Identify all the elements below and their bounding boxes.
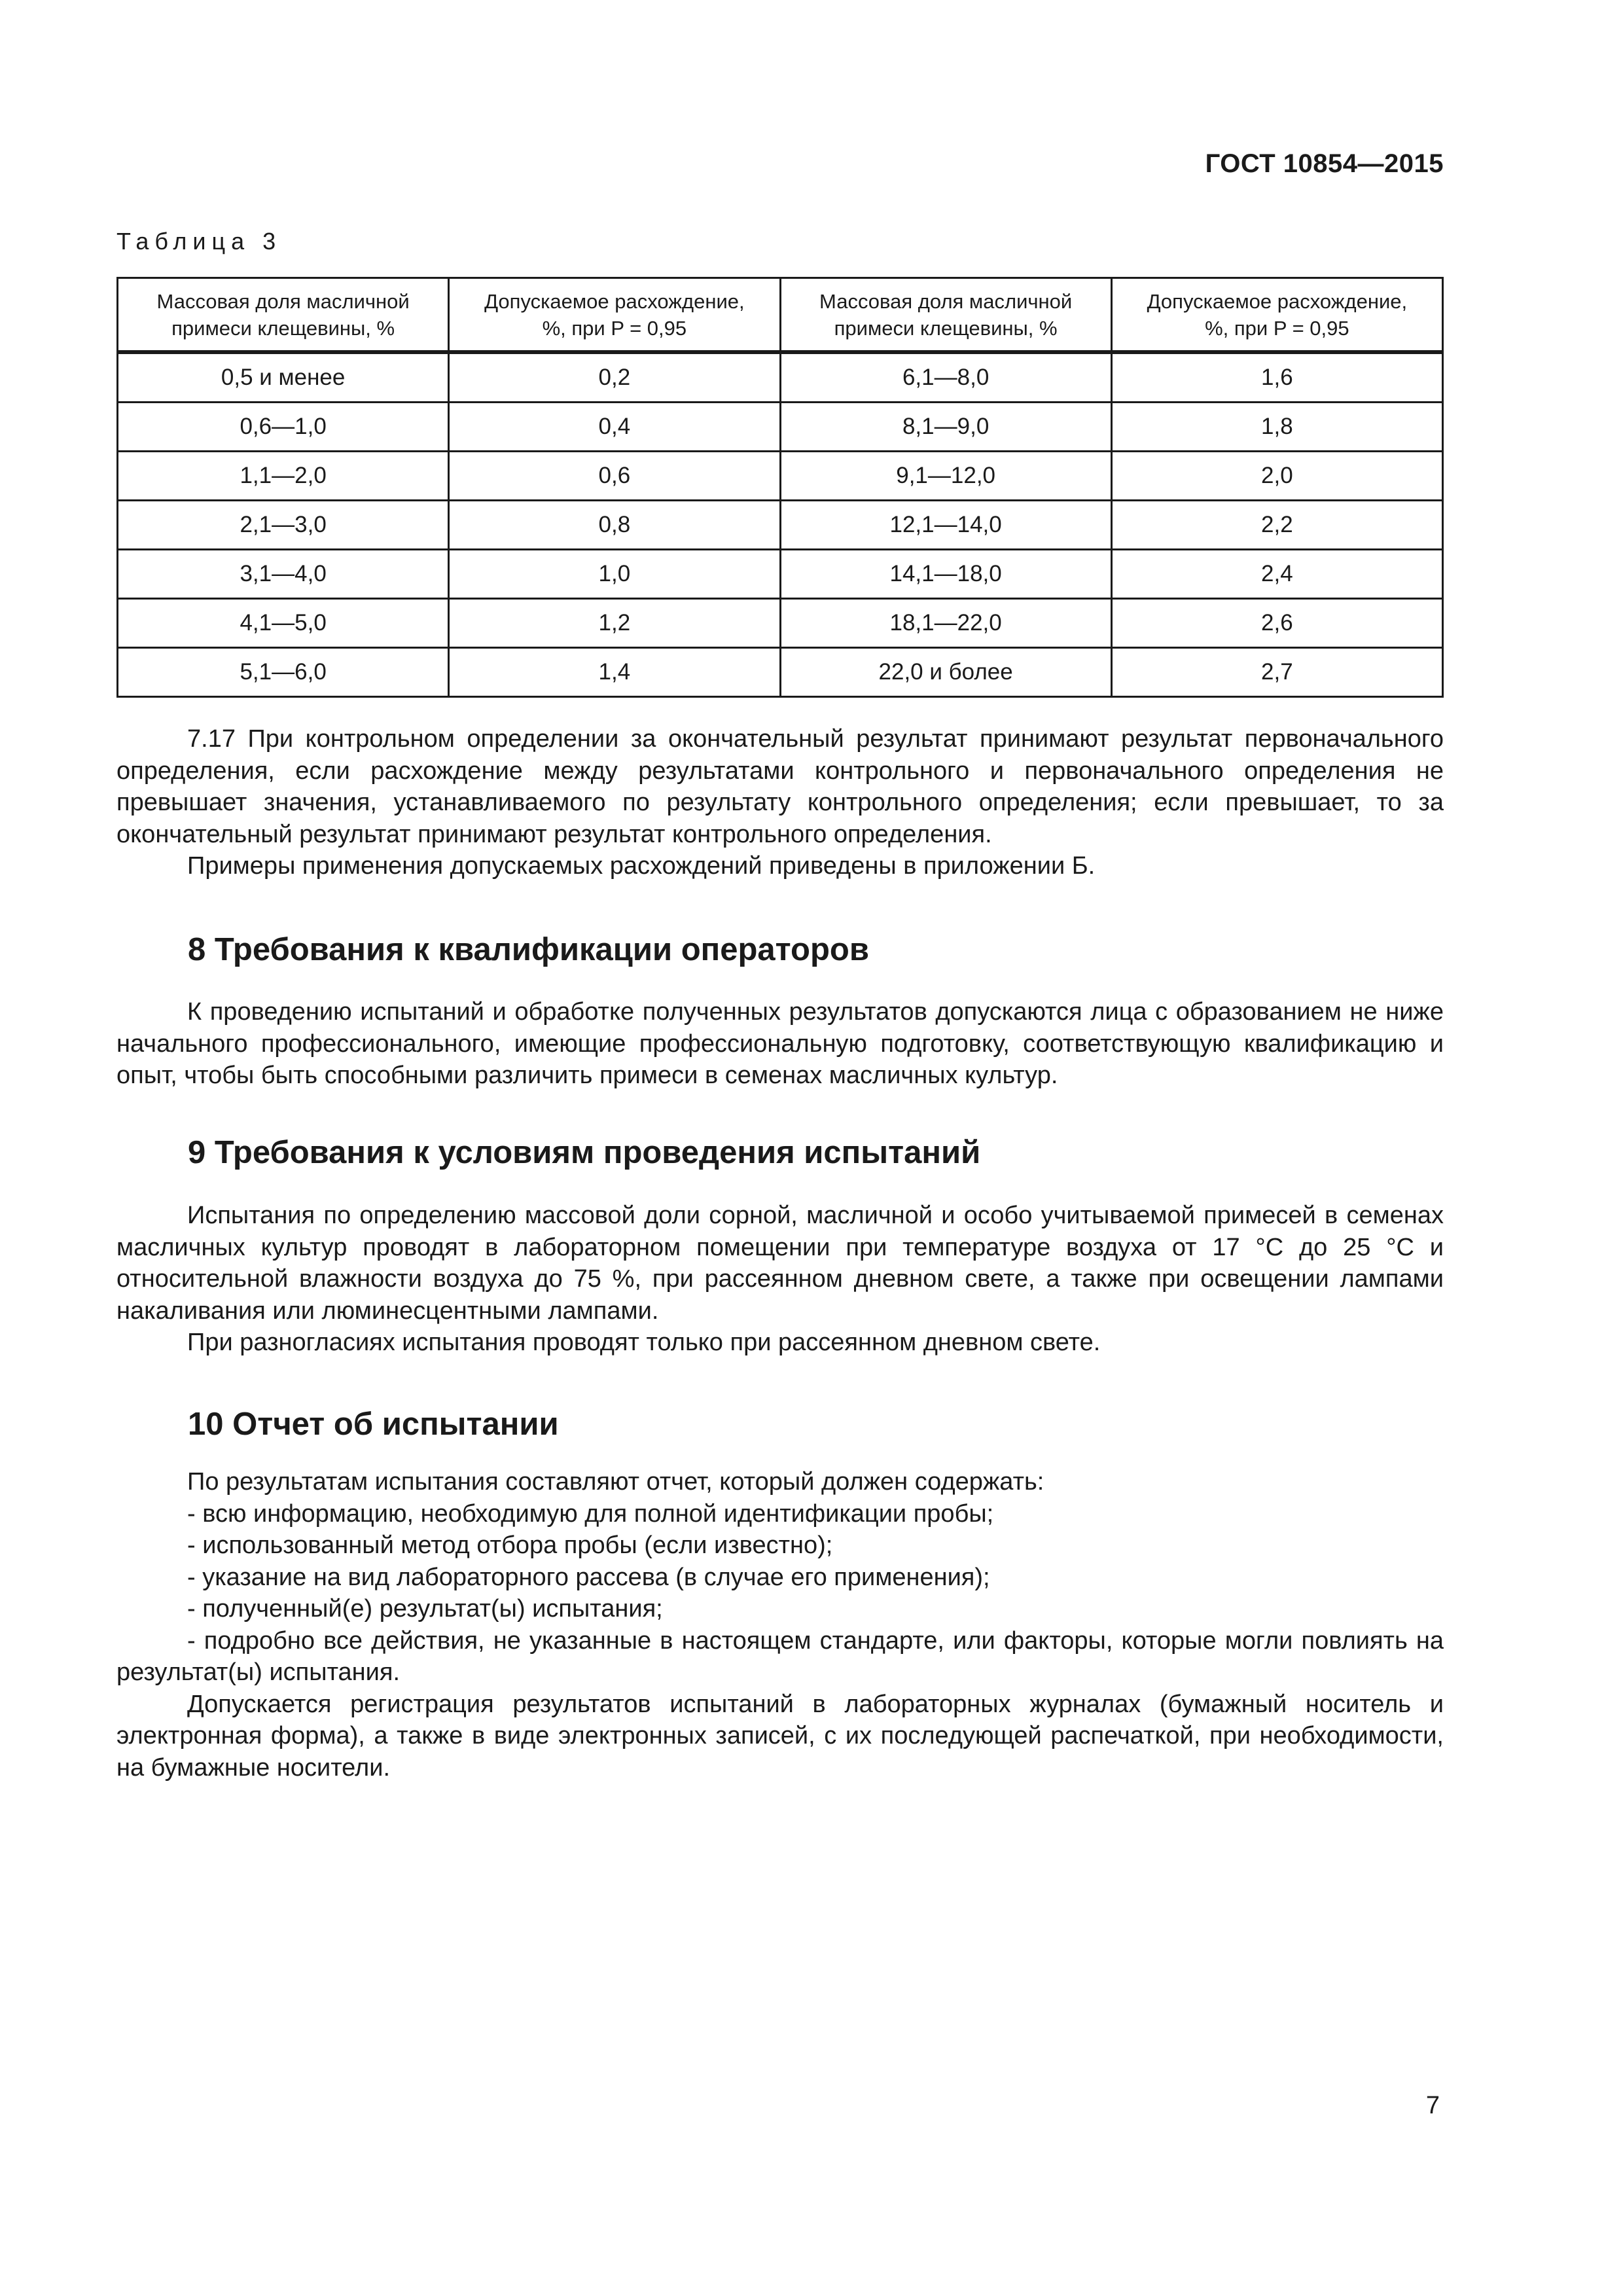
column-header — [449, 278, 780, 353]
section-paragraph: При разногласиях испытания проводят только при рассеянном дневном свете. — [187, 1329, 1101, 1356]
table-cell: 0,4 — [449, 403, 780, 452]
table-row — [118, 599, 1443, 648]
document-code: ГОСТ 10854—2015 — [1205, 149, 1444, 178]
table-row — [118, 452, 1443, 501]
table-caption: Таблица 3 — [116, 228, 282, 255]
section-paragraph: К проведению испытаний и обработке полученных результатов допускаются лица с образованием не ниже начального профессионального, имеющие профессиональную подготовку, соответствующую квалификацию и опыт, чтобы быть способными различить примеси в семенах масличных культур. — [116, 998, 1444, 1089]
column-header-line: Массовая доля масличной — [819, 289, 1073, 313]
tolerance-table — [116, 277, 1444, 698]
table-cell: 2,0 — [1111, 452, 1442, 501]
table-cell: 14,1—18,0 — [780, 550, 1111, 599]
column-header-line: примеси клещевины, % — [171, 316, 395, 340]
list-item: - всю информацию, необходимую для полной идентификации пробы; — [187, 1499, 994, 1528]
table-cell: 12,1—14,0 — [780, 501, 1111, 550]
column-header — [118, 278, 449, 353]
table-cell: 0,6—1,0 — [118, 403, 449, 452]
table-cell: 2,4 — [1111, 550, 1442, 599]
table-cell: 18,1—22,0 — [780, 599, 1111, 648]
table-cell: 22,0 и более — [780, 648, 1111, 697]
table-cell: 2,2 — [1111, 501, 1442, 550]
column-header-line: Массовая доля масличной — [156, 289, 410, 313]
section-8-body — [116, 996, 1444, 1092]
clause-7-17 — [116, 723, 1444, 882]
list-item: - указание на вид лабораторного рассева (в случае его применения); — [187, 1563, 990, 1591]
column-header — [1111, 278, 1442, 353]
column-header-line: примеси клещевины, % — [834, 316, 1058, 340]
table-cell: 0,8 — [449, 501, 780, 550]
table-cell: 1,4 — [449, 648, 780, 697]
table-cell: 0,2 — [449, 352, 780, 403]
list-item: - полученный(е) результат(ы) испытания; — [187, 1595, 663, 1623]
section-paragraph: Испытания по определению массовой доли сорной, масличной и особо учитываемой примесей в семенах масличных культур проводят в лабораторном помещении при температуре воздуха от 17 °С до 25 °С и относительной влажности воздуха до 75 %, при рассеянном дневном свете, а также при освещении лампами накаливания или люминесцентными лампами. — [116, 1202, 1444, 1325]
section-9-body — [116, 1200, 1444, 1359]
table-cell: 1,6 — [1111, 352, 1442, 403]
page-number: 7 — [1425, 2092, 1440, 2119]
column-header-line: Допускаемое расхождение, — [484, 289, 745, 313]
examples-reference: Примеры применения допускаемых расхождений приведены в приложении Б. — [187, 852, 1096, 880]
clause-paragraph: 7.17 При контрольном определении за окончательный результат принимают результат первоначального определения, если расхождение между результатами контрольного и первоначального определения не превышает значения, устанавливаемого по результату контрольного определения; если превышает, то за окончательный результат принимают результат контрольного определения. — [116, 725, 1444, 848]
column-header-line: %, при P = 0,95 — [1205, 316, 1349, 340]
table-cell: 3,1—4,0 — [118, 550, 449, 599]
table-row — [118, 352, 1443, 403]
table-cell: 0,6 — [449, 452, 780, 501]
table-row — [118, 648, 1443, 697]
table-cell: 2,6 — [1111, 599, 1442, 648]
table-cell: 1,8 — [1111, 403, 1442, 452]
table-cell: 1,0 — [449, 550, 780, 599]
table-header-row — [118, 278, 1443, 353]
report-intro: По результатам испытания составляют отчет, который должен содержать: — [187, 1468, 1044, 1496]
section-8-title: 8 Требования к квалификации операторов — [188, 932, 869, 967]
table-cell: 1,2 — [449, 599, 780, 648]
section-10-title: 10 Отчет об испытании — [188, 1407, 559, 1442]
section-9-title: 9 Требования к условиям проведения испытаний — [188, 1135, 981, 1170]
column-header-line: %, при P = 0,95 — [542, 316, 687, 340]
table-cell: 2,1—3,0 — [118, 501, 449, 550]
table-cell: 0,5 и менее — [118, 352, 449, 403]
list-item: - использованный метод отбора пробы (если известно); — [187, 1532, 833, 1559]
table-row — [118, 501, 1443, 550]
column-header-line: Допускаемое расхождение, — [1147, 289, 1408, 313]
list-item: - подробно все действия, не указанные в настоящем стандарте, или факторы, которые могли повлиять на результат(ы) испытания. — [116, 1626, 1444, 1686]
table-cell: 5,1—6,0 — [118, 648, 449, 697]
table-cell: 8,1—9,0 — [780, 403, 1111, 452]
table-row — [118, 403, 1443, 452]
column-header — [780, 278, 1111, 353]
table-cell: 6,1—8,0 — [780, 352, 1111, 403]
report-closing: Допускается регистрация результатов испытаний в лабораторных журналах (бумажный носитель и электронная форма), а также в виде электронных записей, с их последующей распечаткой, при необходимости, на бумажные носители. — [116, 1690, 1444, 1782]
table-cell: 1,1—2,0 — [118, 452, 449, 501]
table-cell: 4,1—5,0 — [118, 599, 449, 648]
table-cell: 9,1—12,0 — [780, 452, 1111, 501]
section-10-body — [116, 1466, 1444, 1784]
table-row — [118, 550, 1443, 599]
table-cell: 2,7 — [1111, 648, 1442, 697]
